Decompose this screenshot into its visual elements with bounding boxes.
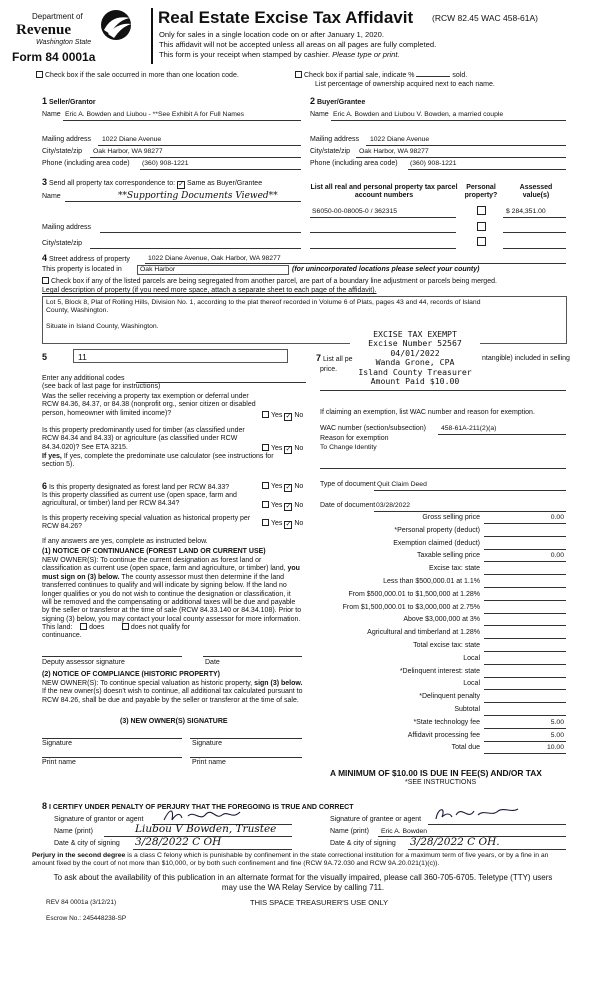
certify-heading: 8 I CERTIFY UNDER PENALTY OF PERJURY THAT THE FOREGOING IS TRUE AND CORRECT bbox=[42, 801, 354, 811]
treasurer-use: THIS SPACE TREASURER'S USE ONLY bbox=[250, 898, 389, 907]
buyer-name-field[interactable]: Eric A. Bowden and Liubou V. Bowden, a married couple bbox=[333, 111, 504, 118]
parcel-col-header: List all real and personal property tax parcel account numbers bbox=[310, 184, 458, 200]
notice1-title: (1) NOTICE OF CONTINUANCE (FOREST LAND OR CURRENT USE) bbox=[42, 548, 266, 555]
tax-row-label: Local bbox=[463, 680, 480, 688]
checkbox-icon[interactable] bbox=[42, 277, 49, 284]
correspondence-line: 3 Send all property tax correspondence to: ✓ Same as Buyer/Grantee bbox=[42, 177, 263, 188]
header-divider bbox=[151, 8, 153, 64]
seller-mail-label: Mailing address bbox=[42, 136, 92, 143]
see-instructions: *SEE INSTRUCTIONS bbox=[405, 779, 477, 786]
tax-row-value[interactable]: 5.00 bbox=[550, 731, 564, 739]
buyer-phone-label: Phone (including area code) bbox=[310, 160, 398, 167]
personal-col-header: Personal property? bbox=[464, 184, 498, 200]
tax-row-value[interactable]: 0.00 bbox=[550, 514, 564, 521]
reason-label: Reason for exemption bbox=[320, 435, 389, 442]
current-use-yes-no[interactable]: Yes ✓ No bbox=[262, 501, 303, 511]
seller-city-label: City/state/zip bbox=[42, 148, 83, 155]
grantee-signature[interactable] bbox=[432, 803, 522, 825]
deputy-date-label: Date bbox=[205, 659, 220, 666]
seller-mail-field[interactable]: 1022 Diane Avenue bbox=[102, 136, 162, 143]
grantee-name-field[interactable]: Eric A. Bowden bbox=[381, 828, 428, 835]
tax-row-label: *Delinquent penalty bbox=[419, 693, 480, 701]
seller-phone-label: Phone (including area code) bbox=[42, 160, 130, 167]
tax-row-label: *Delinquent interest: state bbox=[399, 667, 480, 675]
personal-checkbox-1[interactable] bbox=[477, 206, 486, 215]
location-select[interactable]: Oak Harbor bbox=[137, 265, 289, 275]
legal-label: Legal description of property (if you need more space, attach a separate sheet to each page of the affidavit). bbox=[42, 287, 377, 294]
buyer-name-label: Name bbox=[310, 111, 329, 118]
seller-city-field[interactable]: Oak Harbor, WA 98277 bbox=[93, 148, 163, 155]
doc-date-field[interactable]: 03/28/2022 bbox=[376, 502, 411, 509]
buyer-phone-field[interactable]: (360) 908-1221 bbox=[410, 160, 457, 167]
tax-row-label: Total excise tax: state bbox=[413, 642, 480, 649]
tax-row-value[interactable]: 0.00 bbox=[550, 552, 564, 560]
tax-row-label: Total due bbox=[451, 744, 480, 752]
tax-row-label: Exemption claimed (deduct) bbox=[393, 539, 480, 547]
notice3-title: (3) NEW OWNER(S) SIGNATURE bbox=[120, 718, 228, 725]
tax-row-label: From $1,500,000.01 to $3,000,000 at 2.75% bbox=[342, 603, 480, 611]
q2-yes-no[interactable]: Yes ✓ No bbox=[262, 444, 303, 454]
doc-type-field[interactable]: Quit Claim Deed bbox=[377, 481, 427, 488]
located-label: This property is located in bbox=[42, 266, 122, 273]
tax-row-label: Taxable selling price bbox=[416, 552, 480, 560]
escrow-number: Escrow No.: 245448238-SP bbox=[46, 915, 127, 922]
if-yes-note: If any answers are yes, complete as instructed below. bbox=[42, 538, 208, 545]
exemption-question: Was the seller receiving a property tax exemption or deferral under RCW 84.36, 84.37, or 84.38 (nonprofit org., senior citizen or disabled person, homeowner with limited income)? bbox=[42, 393, 256, 417]
checkbox-icon[interactable] bbox=[295, 71, 302, 78]
grantor-sig-label: Signature of grantor or agent bbox=[54, 816, 144, 823]
tax-row-label: Subtotal bbox=[454, 706, 480, 713]
wac-question: If claiming an exemption, list WAC number and reason for exemption. bbox=[320, 409, 535, 416]
legal-description-box[interactable]: Lot 5, Block 8, Plat of Rolling Hills, Division No. 1, according to the plat thereof recorded in Volume 6 of Plats, pages 43 and 44, records of Island County, Washington. Situate in Island County, Washington. bbox=[42, 296, 567, 344]
tax-row-label: Local bbox=[463, 654, 480, 662]
corr-name-label: Name bbox=[42, 193, 61, 200]
section5-num: 5 bbox=[42, 352, 48, 362]
seller-name-field[interactable]: Eric A. Bowden and Liubou - **See Exhibit A for Full Names bbox=[65, 111, 245, 118]
perjury-notice: Perjury in the second degree is a class C felony which is punishable by confinement in the state correctional institution for a maximum term of five years, or by a fine in an amount fixed by the court of not more than $10,000, or by both such confinement and fine (RCW 9A.72.030 and RCW 9A.20.021(1)(c)). bbox=[32, 852, 549, 868]
add-codes-sub: (see back of last page for instructions) bbox=[42, 383, 161, 390]
grantor-date-label: Date & city of signing bbox=[54, 840, 120, 847]
form-rcw: (RCW 82.45 WAC 458-61A) bbox=[432, 13, 538, 23]
tax-row-label: *State technology fee bbox=[413, 718, 480, 726]
parcel-number[interactable]: S6050-00-08005-0 / 362315 bbox=[312, 208, 398, 215]
doc-date-label: Date of document bbox=[320, 502, 376, 509]
assessed-value[interactable]: $ 284,351.00 bbox=[506, 208, 546, 215]
tax-row-label: Agricultural and timberland at 1.28% bbox=[367, 629, 480, 637]
timber-question: Is this property predominantly used for timber (as classified under RCW 84.34 and 84.33) or agriculture (as classified under RCW 84.34.020)? See ETA 3215. bbox=[42, 427, 245, 451]
partial-sale-check[interactable]: Check box if partial sale, indicate % sold. bbox=[295, 71, 467, 80]
street-address-field[interactable]: 1022 Diane Avenue, Oak Harbor, WA 98277 bbox=[148, 255, 281, 262]
predominate-note: If yes, If yes, complete the predominate use calculator (see instructions for section 5). bbox=[42, 453, 274, 469]
grantor-name-label: Name (print) bbox=[54, 828, 93, 835]
buyer-city-label: City/state/zip bbox=[310, 148, 351, 155]
header-line-1: Only for sales in a single location code on or after January 1, 2020. bbox=[159, 30, 384, 39]
form-number: Form 84 0001a bbox=[12, 50, 96, 64]
tax-row-label: Above $3,000,000 at 3% bbox=[403, 616, 480, 624]
grantor-date-field[interactable]: 3/28/2022 C OH bbox=[135, 836, 222, 848]
owner-signature-label-1: Signature bbox=[42, 740, 72, 747]
q1-yes-no[interactable]: Yes ✓ No bbox=[262, 411, 303, 421]
revenue-wordmark: Revenue bbox=[16, 22, 71, 38]
notice1-body: NEW OWNER(S): To continue the current designation as forest land or classification as current use (open space, farm and agriculture, or timber) land, you must sign on (3) below. The county assessor must then determine if the land transferred continues to qualify and will indicate by signing below. If the land no longer qualifies or you do not wish to continue the designation or classification, it will be removed and the compensating or additional taxes will be due and payable by the seller or transferor at the time of sale (RCW 84.33.140 or 84.34.108). Prior to signing (3) below, you may contact your local county assessor for more information. bbox=[42, 557, 302, 623]
owner-print-label-1: Print name bbox=[42, 759, 76, 766]
tax-row-label: Gross selling price bbox=[422, 514, 480, 521]
seller-name-label: Name bbox=[42, 111, 61, 118]
current-use-question: Is this property classified as current use (open space, farm and agricultural, or timber) land per RCW 84.34? bbox=[42, 492, 237, 508]
tax-row-value[interactable]: 5.00 bbox=[550, 718, 564, 726]
seller-phone-field[interactable]: (360) 908-1221 bbox=[142, 160, 189, 167]
add-codes-label: Enter any additional codes bbox=[42, 375, 125, 382]
header-line-2: This affidavit will not be accepted unless all areas on all pages are fully completed. bbox=[159, 40, 437, 49]
owner-print-label-2: Print name bbox=[192, 759, 226, 766]
this-land-line: This land: does does not qualify for bbox=[42, 624, 190, 631]
revenue-swoosh-icon bbox=[96, 8, 136, 42]
tax-row-label: Less than $500,000.01 at 1.1% bbox=[383, 578, 480, 585]
header-line-3: This form is your receipt when stamped by cashier. Please type or print. bbox=[159, 50, 400, 59]
buyer-mail-label: Mailing address bbox=[310, 136, 360, 143]
alternate-format-notice: To ask about the availability of this publication in an alternate format for the visually impaired, please call 360-705-6705. Teletype (TTY) users may use the WA Relay Service by calling 711. bbox=[53, 873, 553, 893]
minimum-notice: A MINIMUM OF $10.00 IS DUE IN FEE(S) AND/OR TAX bbox=[330, 768, 542, 778]
seller-heading: 1 Seller/Grantor bbox=[42, 96, 96, 106]
section7-line: 7 List all pe bbox=[316, 353, 353, 363]
buyer-city-field[interactable]: Oak Harbor, WA 98277 bbox=[359, 148, 429, 155]
notice2-title: (2) NOTICE OF COMPLIANCE (HISTORIC PROPERTY) bbox=[42, 671, 220, 678]
tax-row-label: Excise tax: state bbox=[429, 565, 480, 573]
multi-location-check[interactable]: Check box if the sale occurred in more than one location code. bbox=[36, 71, 239, 80]
buyer-mail-field[interactable]: 1022 Diane Avenue bbox=[370, 136, 430, 143]
corr-name-field[interactable]: **Supporting Documents Viewed** bbox=[118, 191, 278, 201]
historic-yes-no[interactable]: Yes ✓ No bbox=[262, 519, 303, 529]
personal-checkbox-2[interactable] bbox=[477, 222, 486, 231]
segregated-check[interactable]: Check box if any of the listed parcels are being segregated from another parcel, are part of a boundary line adjustment or parcels being merged. bbox=[42, 277, 497, 286]
corr-mail-label: Mailing address bbox=[42, 224, 92, 231]
owner-signature-label-2: Signature bbox=[192, 740, 222, 747]
tax-row-label: From $500,000.01 to $1,500,000 at 1.28% bbox=[348, 590, 480, 598]
section7-price: price. bbox=[320, 366, 338, 373]
forest-yes-no[interactable]: Yes ✓ No bbox=[262, 482, 303, 492]
wac-label: WAC number (section/subsection) bbox=[320, 425, 426, 432]
partial-sale-sub: List percentage of ownership acquired next to each name. bbox=[315, 81, 495, 88]
located-note: (for unincorporated locations please select your county) bbox=[292, 266, 480, 273]
form-title: Real Estate Excise Tax Affidavit bbox=[158, 8, 414, 27]
grantee-date-field[interactable]: 3/28/2022 C OH. bbox=[410, 836, 500, 848]
checked-box-icon[interactable]: ✓ bbox=[178, 181, 184, 188]
rev-number: REV 84 0001a (3/12/21) bbox=[46, 899, 117, 906]
tax-row-label: Affidavit processing fee bbox=[407, 731, 480, 739]
forest-question: 6 Is this property designated as forest land per RCW 84.33? bbox=[42, 481, 230, 491]
wac-field[interactable]: 458-61A-211(2)(a) bbox=[441, 425, 497, 432]
grantee-date-label: Date & city of signing bbox=[330, 840, 396, 847]
excise-stamp: EXCISE TAX EXEMPT Excise Number 52567 04/01/2022 Wanda Grone, CPA Island County Treasurer Amount Paid $10.00 bbox=[350, 330, 480, 387]
buyer-heading: 2 Buyer/Grantee bbox=[310, 96, 366, 106]
street-address-line: 4 Street address of property bbox=[42, 253, 130, 263]
personal-checkbox-3[interactable] bbox=[477, 237, 486, 246]
use-code-field[interactable]: 11 bbox=[73, 349, 288, 363]
historic-question: Is this property receiving special valuation as historical property per RCW 84.26? bbox=[42, 515, 251, 531]
section7-line-b: ntangible) included in selling bbox=[482, 355, 570, 362]
tax-row-value[interactable]: 10.00 bbox=[546, 744, 564, 752]
continuance-label: continuance. bbox=[42, 632, 82, 639]
assessed-col-header: Assessed value(s) bbox=[519, 184, 553, 200]
deputy-signature-label: Deputy assessor signature bbox=[42, 659, 125, 666]
corr-city-label: City/state/zip bbox=[42, 240, 83, 247]
grantor-name-field[interactable]: Liubou V Bowden, Trustee bbox=[135, 823, 277, 835]
grantee-sig-label: Signature of grantee or agent bbox=[330, 816, 422, 823]
revenue-logo bbox=[10, 8, 148, 66]
dept-label: Department of bbox=[32, 12, 83, 21]
notice2-body: NEW OWNER(S): To continue special valuation as historic property, sign (3) below. If the new owner(s) doesn't wish to continue, all additional tax calculated pursuant to RCW 84.26, shall be due and payable by the seller or transferor at the time of sale. bbox=[42, 680, 303, 704]
checkbox-icon[interactable] bbox=[36, 71, 43, 78]
reason-field[interactable]: To Change Identity bbox=[320, 444, 377, 451]
tax-row-label: *Personal property (deduct) bbox=[394, 526, 480, 534]
doc-type-label: Type of document bbox=[320, 481, 376, 488]
state-label: Washington State bbox=[36, 39, 92, 46]
grantee-name-label: Name (print) bbox=[330, 828, 369, 835]
